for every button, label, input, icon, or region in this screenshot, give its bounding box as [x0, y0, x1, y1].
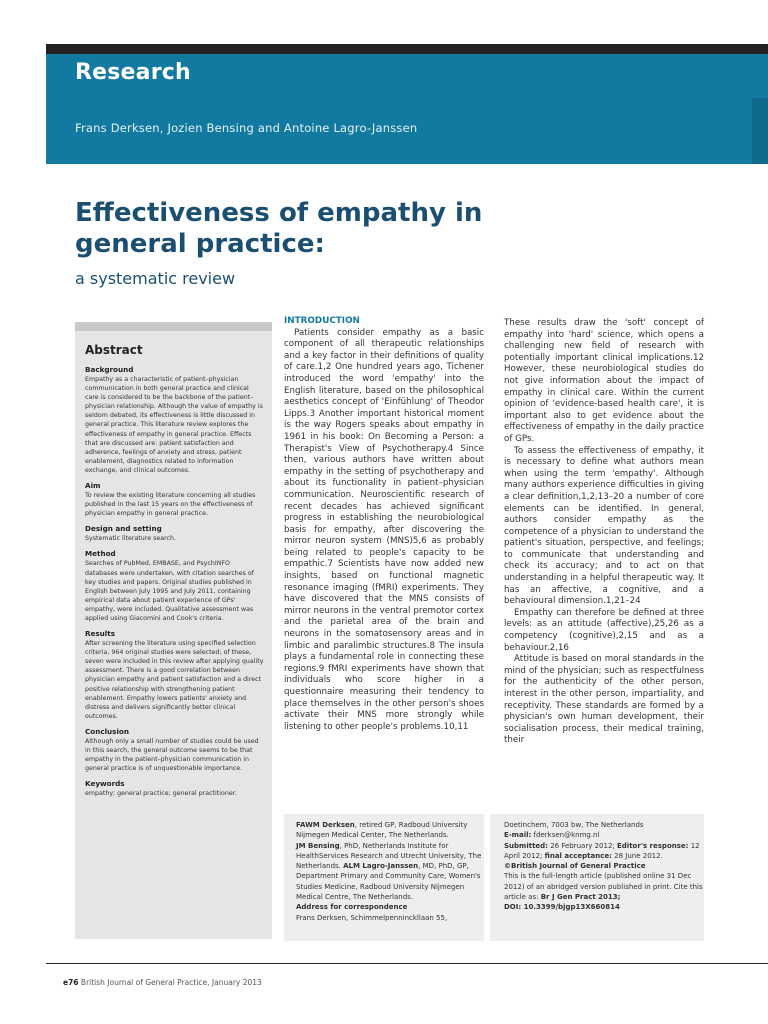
address-heading: Address for correspondence	[296, 903, 408, 912]
author-list: Frans Derksen, Jozien Bensing and Antoine Lagro-Janssen	[75, 121, 418, 135]
abstract-aim: To review the existing literature concerning all studies published in the last 15 years on the effectiveness of physician empathy in general practice.	[85, 492, 256, 518]
body-paragraph: To assess the effectiveness of empathy, it is necessary to define what authors mean when using the term 'empathy'. Although many authors experience difficulties in giving a clear definition,1,2,13–20 a number of core elements can be identified. In general, authors consider empathy as the competence of a physician to understand the patient's situation, perspective, and feelings; to communicate that understanding and check its accuracy; and to act on that understanding in a helpful therapeutic way. It has an affective, a cognitive, and a behavioural dimension.1,21–24	[504, 445, 704, 607]
author-bensing: JM Bensing, PhD, Netherlands Institute for HealthServices Research and Utrecht University, The Netherlands. ALM Lagro-Janssen, MD, PhD, GP, Department Primary and Community Care, Women's Studies Medicine, Radboud University Nijmegen Medical Centre, The Netherlands.	[296, 841, 482, 902]
abstract-design-head: Design and setting	[85, 524, 162, 534]
author-info-left	[284, 814, 484, 941]
abstract-stripe	[75, 322, 272, 331]
author-info-right	[490, 814, 704, 941]
abstract-method-head: Method	[85, 549, 116, 559]
page-footer	[63, 978, 262, 987]
abstract-conclusion-head: Conclusion	[85, 726, 129, 736]
dates-line: Submitted: 26 February 2012; Editor's response: 12 April 2012; final acceptance: 28 June 2012.	[504, 841, 700, 860]
email-link[interactable]: fderksen@knmg.nl	[533, 831, 600, 840]
abstract-aim-head: Aim	[85, 481, 101, 491]
citation-line: This is the full-length article (published online 31 Dec 2012) of an abridged version published in print. Cite this article as: Br J Gen Pract 2013;	[504, 872, 703, 902]
abstract-results: After screening the literature using specified selection criteria, 964 original studies were selected; of these, seven were included in this review after applying quality assessment. There is a good correlation between physician empathy and patient satisfaction and a direct positive relationship with strengthening patient enablement. Empathy lowers patients' anxiety and distress and delivers significantly better clinical outcomes.	[85, 640, 264, 720]
abstract-keywords: empathy; general practice; general practitioner.	[85, 790, 237, 798]
abstract-design: Systematic literature search.	[85, 535, 177, 543]
abstract-keywords-head: Keywords	[85, 779, 125, 789]
author-derksen: FAWM Derksen, retired GP, Radboud University Nijmegen Medical Center, The Netherlands.	[296, 821, 468, 840]
abstract-results-head: Results	[85, 629, 115, 639]
banner-tab	[752, 98, 768, 164]
journal-name: British Journal of General Practice, January 2013	[80, 978, 262, 987]
address-line: Frans Derksen, Schimmelpenninckllaan 55,	[296, 913, 448, 922]
body-column-1	[284, 316, 484, 733]
page-number: e76	[63, 978, 79, 987]
abstract-box	[75, 322, 272, 939]
article-subtitle: a systematic review	[75, 269, 236, 288]
top-rule	[46, 44, 768, 54]
introduction-heading: INTRODUCTION	[284, 316, 360, 326]
abstract-conclusion: Although only a small number of studies could be used in this search, the general outcome seems to be that empathy in the patient–physician communication in general practice is of unquestionable importance.	[85, 737, 259, 773]
body-paragraph: These results draw the 'soft' concept of empathy into 'hard' science, which opens a challenging new field of research with potentially important clinical implications.12 However, these neurobiological studies do not give information about the impact of empathy in clinical care. Within the current opinion of 'evidence-based health care', it is important also to get evidence about the effectiveness of empathy in the daily practice of GPs.	[504, 318, 704, 444]
body-paragraph: Empathy can therefore be defined at three levels: as an attitude (affective),25,26 as a competency (cognitive),2,15 and as a behaviour.2,16	[504, 607, 704, 653]
abstract-background-head: Background	[85, 365, 134, 374]
doi-line[interactable]: DOI: 10.3399/bjgp13X660814	[504, 903, 620, 912]
body-column-2	[504, 318, 704, 747]
copyright-line: ©British Journal of General Practice	[504, 862, 646, 871]
footer-rule	[46, 963, 768, 964]
body-paragraph: Attitude is based on moral standards in the mind of the physician; such as respectfulness for the authenticity of the other person, interest in the other person, impartiality, and receptivity. These standards are formed by a physician's own human development, their socialisation process, their medical training, their	[504, 654, 704, 746]
abstract-method: Searches of PubMed, EMBASE, and PsychINFO databases were undertaken, with citation searches of key studies and papers. Original studies published in English between July 1995 and July 2011, containing empirical data about patient experience of GPs' empathy, were included. Qualitative assessment was applied using Giacomini and Cook's criteria.	[85, 560, 254, 622]
abstract-title: Abstract	[85, 343, 143, 357]
abstract-background: Empathy as a characteristic of patient–physician communication in both general practice and clinical care is considered to be the backbone of the patient–physician relationship. Although the value of empathy is seldom debated, its effectiveness is little discussed in general practice. This literature review explores the effectiveness of empathy in general practice. Effects that are discussed are: patient satisfaction and adherence, feelings of anxiety and stress, patient enablement, diagnostics related to information exchange, and clinical outcomes.	[85, 376, 263, 474]
email-line: E-mail: fderksen@knmg.nl	[504, 831, 600, 840]
article-title: Effectiveness of empathy in general practice:	[75, 198, 483, 259]
body-paragraph: Patients consider empathy as a basic component of all therapeutic relationships and a key factor in their definitions of quality of care.1,2 One hundred years ago, Tichener introduced the word 'empathy' into the English literature, based on the philosophical aesthetics concept of 'Einfühlung' of Theodor Lipps.3 Another important historical moment is the way Rogers speaks about empathy in 1961 in his book: On Becoming a Person: a Therapist's View of Psychotherapy.4 Since then, various authors have written about empathy in the setting of psychotherapy and about its functionality in patient–physician communication. Neuroscientific research of recent decades has achieved significant progress in establishing the neurobiological basis for empathy, after discovering the mirror neuron system (MNS)5,6 as probably being related to people's capacity to be empathic.7 Scientists have now added new insights, based on functional magnetic resonance imaging (fMRI) experiments. They have discovered that the MNS consists of mirror neurons in the ventral premotor cortex and the parietal area of the brain and neurons in the somatosensory areas and in limbic and paralimbic structures.8 The insula plays a fundamental role in connecting these regions.9 fMRI experiments have shown that individuals who score higher in a questionnaire measuring their tendency to place themselves in the other person's shoes activate their MNS more strongly while listening to other people's problems.10,11	[284, 327, 484, 732]
section-title: Research	[75, 60, 191, 85]
address-line-2: Doetinchem, 7003 bw, The Netherlands	[504, 821, 644, 829]
